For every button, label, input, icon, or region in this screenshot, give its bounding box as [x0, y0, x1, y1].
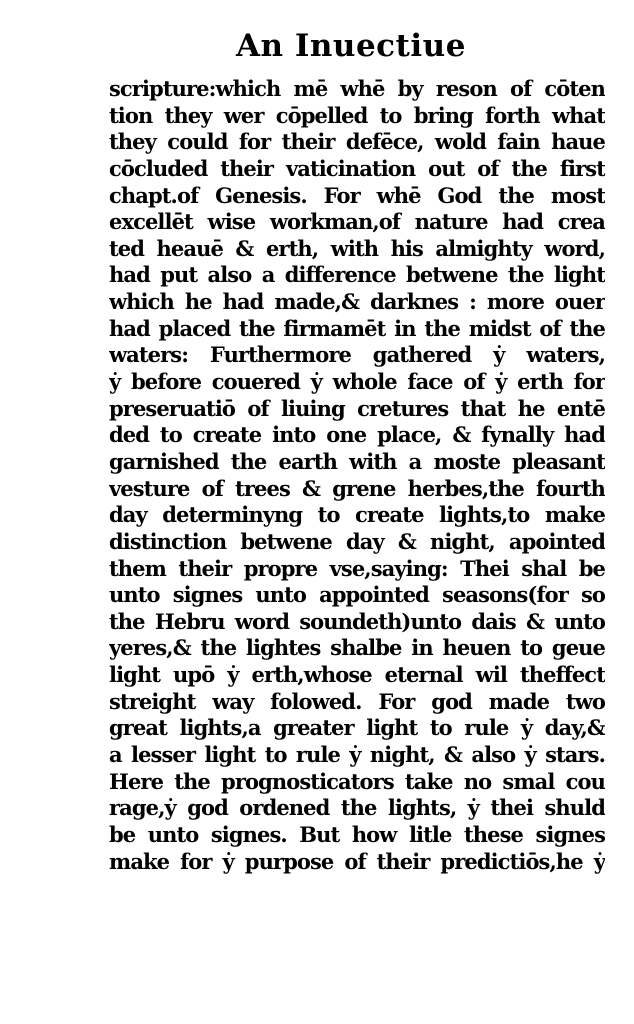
text-line: ted heauē & erth, with his almighty word,: [109, 235, 605, 261]
text-line: chapt.of Genesis. For whē God the most: [109, 182, 605, 208]
text-line: which he had made,& darknes : more ouer: [109, 289, 605, 315]
text-line: streight way folowed. For god made two: [109, 688, 605, 714]
text-line: waters: Furthermore gathered ẏ waters,: [109, 342, 605, 368]
text-line: rage,ẏ god ordened the lights, ẏ thei shuld: [109, 795, 605, 821]
text-line: excellēt wise workman,of nature had crea: [109, 209, 605, 235]
text-line: be unto signes. But how litle these signes: [109, 821, 605, 847]
text-line: yeres,& the lightes shalbe in heuen to geue: [109, 635, 605, 661]
running-head: An Inuectiue: [236, 28, 466, 64]
text-line: light upō ẏ erth,whose eternal wil theffect: [109, 662, 605, 688]
text-line: the Hebru word soundeth)unto dais & unto: [109, 608, 605, 634]
text-line: had placed the firmamēt in the midst of the: [109, 315, 605, 341]
text-line: distinction betwene day & night, apointed: [109, 528, 605, 554]
text-line: tion they wer cōpelled to bring forth what: [109, 102, 605, 128]
body-text: [109, 76, 605, 875]
text-line: cōcluded their vaticination out of the first: [109, 155, 605, 181]
text-line: great lights,a greater light to rule ẏ day,&: [109, 715, 605, 741]
text-line: garnished the earth with a moste pleasant: [109, 448, 605, 474]
text-line: unto signes unto appointed seasons(for so: [109, 582, 605, 608]
text-line: they could for their defēce, wold fain haue: [109, 129, 605, 155]
text-line: a lesser light to rule ẏ night, & also ẏ stars.: [109, 742, 605, 768]
text-line: ded to create into one place, & fynally had: [109, 422, 605, 448]
text-line: Here the prognosticators take no smal cou: [109, 768, 605, 794]
text-line: preseruatiō of liuing cretures that he entē: [109, 395, 605, 421]
text-line: scripture:which mē whē by reson of cōten: [109, 76, 605, 101]
text-line: make for ẏ purpose of their predictiōs,he ẏ: [109, 848, 605, 874]
text-line: them their propre vse,saying: Thei shal be: [109, 555, 605, 581]
text-line: day determinyng to create lights,to make: [109, 502, 605, 528]
text-line: vesture of trees & grene herbes,the fourth: [109, 475, 605, 501]
text-line: had put also a difference betwene the light: [109, 262, 605, 288]
text-line: ẏ before couered ẏ whole face of ẏ erth for: [109, 369, 605, 395]
